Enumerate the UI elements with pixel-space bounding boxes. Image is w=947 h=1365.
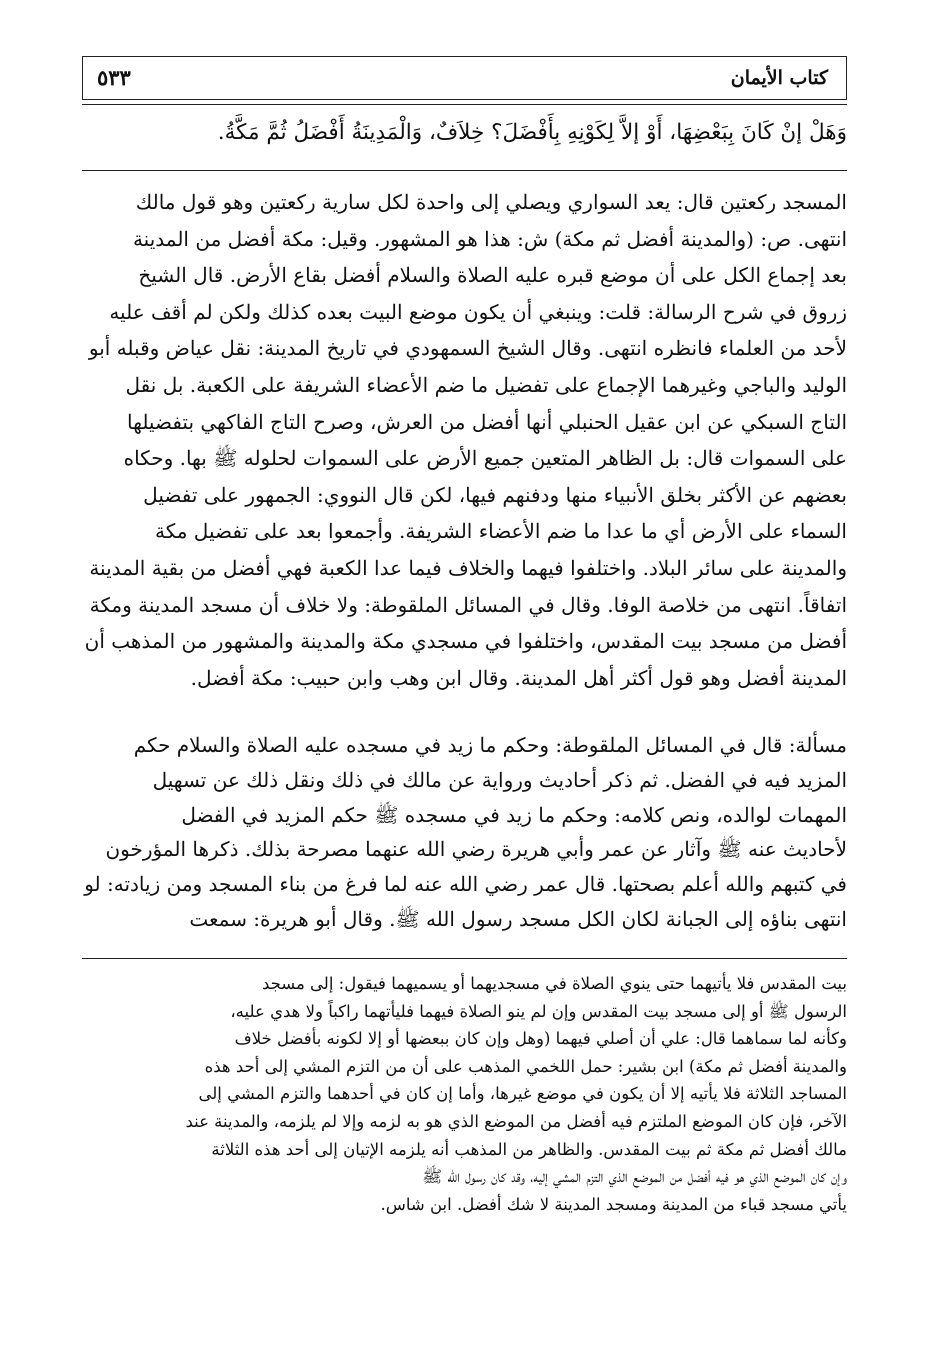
- text-line: بعد إجماع الكل على أن موضع قبره عليه الصلاة والسلام أفضل بقاع الأرض. قال الشيخ: [138, 263, 847, 288]
- text-line: لأحاديث عنه ﷺ وآثار عن عمر وأبي هريرة رضي الله عنهما مصرحة بذلك. ذكرها المؤرخون: [105, 837, 847, 862]
- text-line: المهمات لوالده، ونص كلامه: وحكم ما زيد في مسجده ﷺ حكم المزيد في الفضل: [181, 802, 847, 827]
- text-line: المدينة أفضل وهو قول أكثر أهل المدينة. وقال ابن وهب وابن حبيب: مكة أفضل.: [190, 665, 847, 690]
- matn-text: وَهَلْ إنْ كَانَ بِبَعْضِهَا، أَوْ إلاَّ لِكَوْنِهِ بِأَفْضَلَ؟ خِلاَفٌ، وَالْمَدِينَةُ أَفْضَلُ ثُمَّ مَكَّةُ.: [217, 120, 847, 145]
- text-line: أفضل من مسجد بيت المقدس، واختلفوا في مسجدي مكة والمدينة والمشهور من المذهب أن: [84, 629, 847, 654]
- text-line: اتفاقاً. انتهى من خلاصة الوفا. وقال في المسائل الملقوطة: ولا خلاف أن مسجد المدينة ومكة: [89, 592, 847, 617]
- page-number: ٥٣٣: [97, 65, 131, 90]
- text-line: انتهى. ص: (والمدينة أفضل ثم مكة) ش: هذا هو المشهور. وقيل: مكة أفضل من المدينة: [132, 226, 847, 251]
- footnote-separator: [82, 958, 847, 959]
- text-line: والمدينة على سائر البلاد. واختلفوا فيهما والخلاف فيما عدا الكعبة فهي أفضل من بقية المدينة: [89, 555, 847, 580]
- footnote-line: المساجد الثلاثة فلا يأتيه إلا أن يكون في موضع غيرها، وأما إن كان في أحدهما والتزم المشي إلى: [198, 1084, 847, 1104]
- text-line: بعضهم عن الأكثر بخلق الأنبياء منها ودفنهم فيها، لكن قال النووي: الجمهور على تفضيل: [143, 482, 847, 507]
- footnote-line: بيت المقدس فلا يأتيهما حتى ينوي الصلاة في مسجديهما أو يسميهما فيقول: إلى مسجد: [261, 974, 847, 993]
- matn-separator: [82, 170, 847, 171]
- commentary-paragraph-2: [82, 728, 847, 937]
- footnote-line: يأتي مسجد قباء من المدينة ومسجد المدينة لا شك أفضل. ابن شاس.: [380, 1194, 847, 1214]
- header-rule: [82, 104, 847, 105]
- running-title: كتاب الأيمان: [730, 67, 828, 89]
- text-line: مسألة: قال في المسائل الملقوطة: وحكم ما زيد في مسجده عليه الصلاة والسلام حكم: [133, 733, 847, 757]
- text-line: لأحد من العلماء فانظره انتهى. وقال الشيخ السمهودي في تاريخ المدينة: نقل عياض وقبله أبو: [88, 336, 847, 361]
- footnote-line: الآخر، فإن كان الموضع الملتزم فيه أفضل من الموضع الذي هو به لزمه وإلا لم يلزمه، والمدينة عند: [185, 1111, 847, 1131]
- page-header: [82, 56, 847, 100]
- text-line: المسجد ركعتين قال: يعد السواري ويصلي إلى واحدة لكل سارية ركعتين وهو قول مالك: [135, 190, 847, 214]
- text-line: التاج السبكي عن ابن عقيل الحنبلي أنها أفضل من العرش، وصرح التاج الفاكهي بتفضيلها: [127, 409, 847, 434]
- footnote-line: مالك أفضل ثم مكة ثم بيت المقدس. والظاهر من المذهب أنه يلزمه الإتيان إلى أحد هذه الثلاثة: [211, 1139, 847, 1159]
- footnote-line: وكأنه لما سماهما قال: علي أن أصلي فيهما (وهل وإن كان ببعضها أو إلا لكونه بأفضل خلاف: [234, 1029, 847, 1049]
- footnote-line: الرسول ﷺ أو إلى مسجد بيت المقدس وإن لم ينو الصلاة فيهما فليأتهما راكباً ولا هدي عليه،: [230, 1001, 847, 1021]
- text-line: الوليد والباجي وغيرهما الإجماع على تفضيل ما ضم الأعضاء الشريفة على الكعبة. بل نقل: [125, 372, 847, 397]
- text-line: على السموات قال: بل الظاهر المتعين جميع الأرض على السموات لحلوله ﷺ بها. وحكاه: [123, 446, 847, 471]
- footnote-block: [82, 970, 847, 1218]
- text-line: المزيد فيه في الفضل. ثم ذكر أحاديث ورواية عن مالك في ذلك ونقل ذلك عن تسهيل: [152, 767, 847, 792]
- commentary-paragraph-1: [82, 184, 847, 696]
- text-line: السماء على الأرض أي ما عدا ما ضم الأعضاء الشريفة. وأجمعوا بعد على تفضيل مكة: [154, 519, 847, 544]
- text-line: انتهى بناؤه إلى الجبانة لكان الكل مسجد رسول الله ﷺ. وقال أبو هريرة: سمعت: [189, 906, 847, 931]
- text-line: في كتبهم والله أعلم بصحتها. قال عمر رضي الله عنه لما فرغ من بناء المسجد ومن زيادته: لو: [84, 872, 847, 897]
- footnote-line: وإن كان الموضع الذي هو فيه أفضل من الموضع الذي التزم المشي إليه، وقد كان رسول الله ﷺ: [422, 1167, 847, 1187]
- footnote-line: والمدينة أفضل ثم مكة) ابن بشير: حمل اللخمي المذهب على أن من التزم المشي إلى أحد هذه: [204, 1056, 847, 1076]
- text-line: زروق في شرح الرسالة: قلت: وينبغي أن يكون موضع البيت بعده كذلك ولكن لم أقف عليه: [109, 299, 847, 324]
